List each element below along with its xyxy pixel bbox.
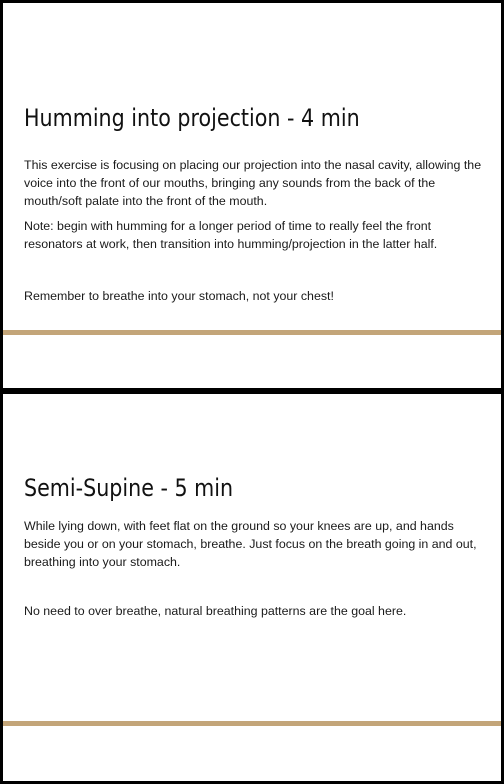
exercise-description: While lying down, with feet flat on the ground so your knees are up, and hands beside you or on your stomach, breathe. Just focus on the breath going in and out, breathing into your stomach. — [24, 519, 477, 569]
exercise-description: This exercise is focusing on placing our projection into the nasal cavity, allowing the voice into the front of our mouths, bringing any sounds from the back of the mouth/soft palate into the front of the mouth. — [24, 158, 482, 208]
slide-title: Semi-Supine - 5 min — [24, 474, 234, 502]
slide-semi-supine — [3, 394, 501, 781]
breathing-reminder: Remember to breathe into your stomach, not your chest! — [24, 289, 334, 303]
exercise-note: Note: begin with humming for a longer period of time to really feel the front resonators at work, then transition into humming/projection in the latter half. — [24, 219, 438, 251]
breathing-note: No need to over breathe, natural breathing patterns are the goal here. — [24, 604, 407, 618]
slide-title: Humming into projection - 4 min — [24, 104, 360, 132]
accent-divider — [3, 330, 501, 335]
accent-divider — [3, 721, 501, 726]
slide-humming-into-projection — [3, 3, 501, 388]
